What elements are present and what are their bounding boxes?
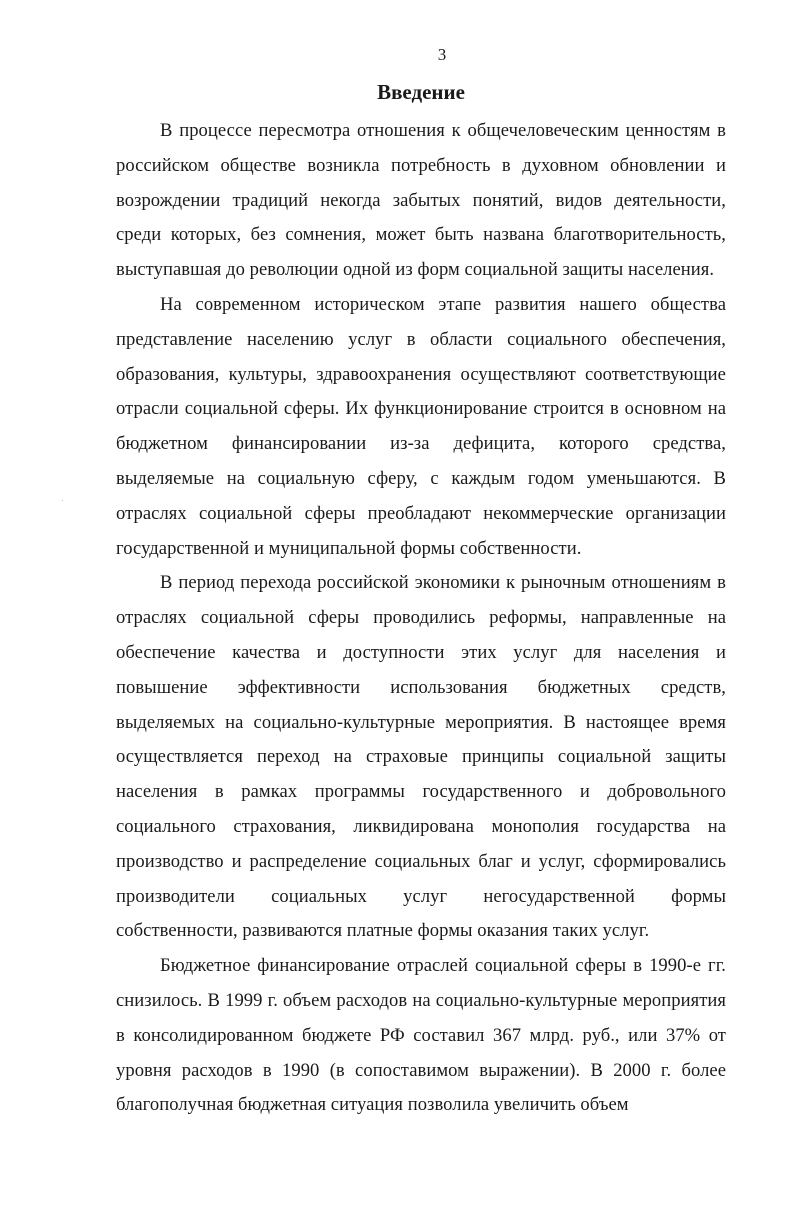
page-title: Введение	[377, 80, 465, 104]
paragraph-budget-financing: Бюджетное финансирование отраслей социальной сферы в 1990-е гг. снизилось. В 1999 г. объем расходов на социально-культурные мероприятия в консолидированном бюджете РФ составил 367 млрд. руб., или 37% от уровня расходов в 1990 (в сопоставимом выражении). В 2000 г. более благополучная бюджетная ситуация позволила увеличить объем	[116, 955, 726, 1116]
page-number: 3	[437, 45, 447, 64]
paragraph-transition-period: В период перехода российской экономики к рыночным отношениям в отраслях социальной сферы проводились реформы, направленные на обеспечение качества и доступности этих услуг для населения и повышение эффективности использования бюджетных средств, выделяемых на социально-культурные мероприятия. В настоящее время осуществляется переход на страховые принципы социальной защиты населения в рамках программы государственного и добровольного социального страхования, ликвидирована монополия государства на производство и распределение социальных благ и услуг, сформировались производители социальных услуг негосударственной формы собственности, развиваются платные формы оказания таких услуг.	[116, 572, 726, 942]
body-text	[116, 114, 726, 1123]
scan-artifact	[62, 500, 63, 501]
paragraph-intro: В процессе пересмотра отношения к общечеловеческим ценностям в российском обществе возникла потребность в духовном обновлении и возрождении традиций некогда забытых понятий, видов деятельности, среди которых, без сомнения, может быть названа благотворительность, выступавшая до революции одной из форм социальной защиты населения.	[116, 120, 726, 281]
paragraph-current-stage: На современном историческом этапе развития нашего общества представление населению услуг в области социального обеспечения, образования, культуры, здравоохранения осуществляют соответствующие отрасли социальной сферы. Их функционирование строится в основном на бюджетном финансировании из-за дефицита, которого средства, выделяемые на социальную сферу, с каждым годом уменьшаются. В отраслях социальной сферы преобладают некоммерческие организации государственной и муниципальной формы собственности.	[116, 293, 726, 559]
